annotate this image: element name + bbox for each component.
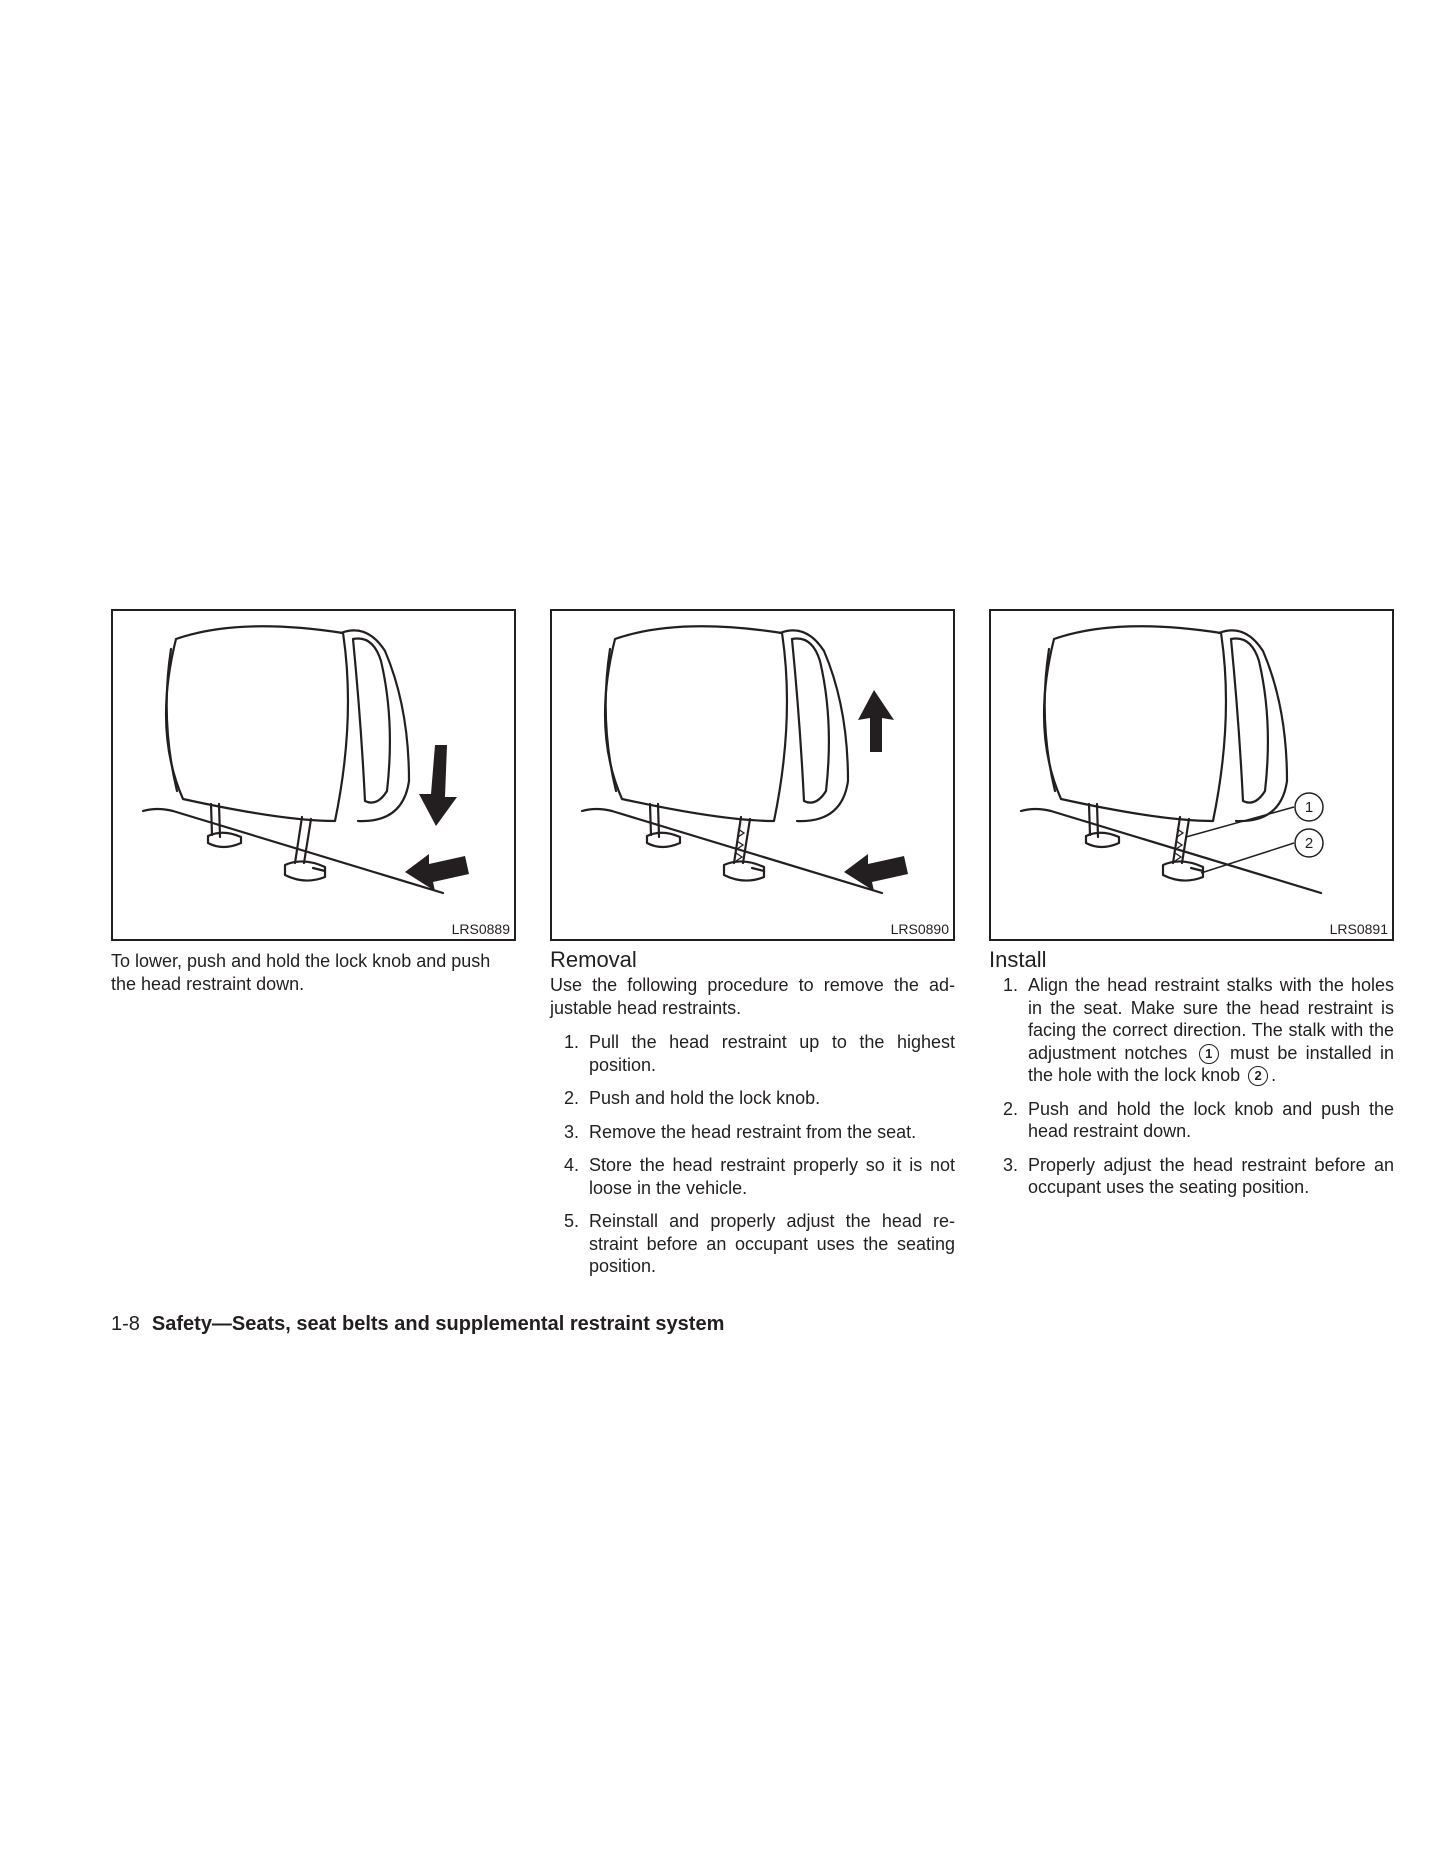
step-number: 3.: [1003, 1154, 1019, 1175]
figure-install-head-restraint: [989, 609, 1394, 941]
removal-column: [550, 946, 955, 1289]
list-item: [550, 1210, 955, 1278]
step-text: Push and hold the lock knob.: [589, 1088, 821, 1108]
callout-1-marker: 1: [1199, 1044, 1219, 1064]
removal-heading: Removal: [550, 947, 637, 972]
list-item: [550, 1087, 955, 1110]
section-title: Safety—Seats, seat belts and supplemental restraint system: [151, 1313, 725, 1335]
head-restraint-illustration: [552, 611, 953, 939]
step-number: 1.: [564, 1032, 580, 1052]
lower-caption: To lower, push and hold the lock knob and push the head restraint down.: [111, 951, 491, 994]
list-item: [550, 1031, 955, 1076]
head-restraint-illustration: [113, 611, 514, 939]
figure-code: LRS0890: [890, 921, 949, 937]
step-text: must be installed in the hole with the lock knob: [1028, 1042, 1394, 1085]
step-text: .: [1271, 1065, 1277, 1085]
callout-label-2: 2: [1304, 835, 1314, 852]
install-column: [989, 946, 1394, 1210]
lower-caption-column: [111, 946, 516, 995]
list-item: [989, 1154, 1394, 1199]
removal-intro: Use the following procedure to remove the ad-justable head restraints.: [550, 975, 955, 1018]
figure-removal-head-restraint: [550, 609, 955, 941]
list-item: [550, 1154, 955, 1199]
page-number: 1-8: [111, 1313, 140, 1335]
callout-2-marker: 2: [1248, 1066, 1268, 1086]
install-heading: Install: [989, 947, 1047, 972]
step-number: 3.: [564, 1121, 580, 1142]
step-number: 2.: [564, 1088, 580, 1108]
list-item: [550, 1121, 955, 1144]
step-number: 1.: [1003, 975, 1019, 995]
step-number: 5.: [564, 1211, 580, 1231]
step-text: Align the head restraint stalks with the holes in the seat. Make sure the head restraint is facing the correct direction. The stalk with the adjustment notches: [1028, 975, 1394, 1063]
step-text: Pull the head restraint up to the highest position.: [589, 1032, 955, 1075]
callout-leader-2: [1201, 843, 1294, 873]
list-item: [989, 1098, 1394, 1143]
figure-code: LRS0889: [451, 921, 510, 937]
callout-leader-1: [1186, 807, 1294, 837]
step-number: 2.: [1003, 1098, 1019, 1119]
step-text: Push and hold the lock knob and push the head restraint down.: [1028, 1098, 1394, 1141]
list-item: [989, 974, 1394, 1087]
install-steps: [989, 974, 1394, 1199]
figure-code: LRS0891: [1329, 921, 1388, 937]
step-text: Remove the head restraint from the seat.: [589, 1121, 917, 1142]
head-restraint-illustration: [991, 611, 1392, 939]
step-text: Properly adjust the head restraint before an occupant uses the seating position.: [1028, 1154, 1394, 1197]
callout-label-1: 1: [1304, 799, 1314, 816]
step-number: 4.: [564, 1155, 580, 1175]
step-text: Reinstall and properly adjust the head re-straint before an occupant uses the seating position.: [589, 1211, 955, 1276]
removal-steps: [550, 1031, 955, 1278]
page-footer: [111, 1312, 724, 1336]
step-text: Store the head restraint properly so it is not loose in the vehicle.: [589, 1155, 955, 1198]
figure-lower-head-restraint: [111, 609, 516, 941]
